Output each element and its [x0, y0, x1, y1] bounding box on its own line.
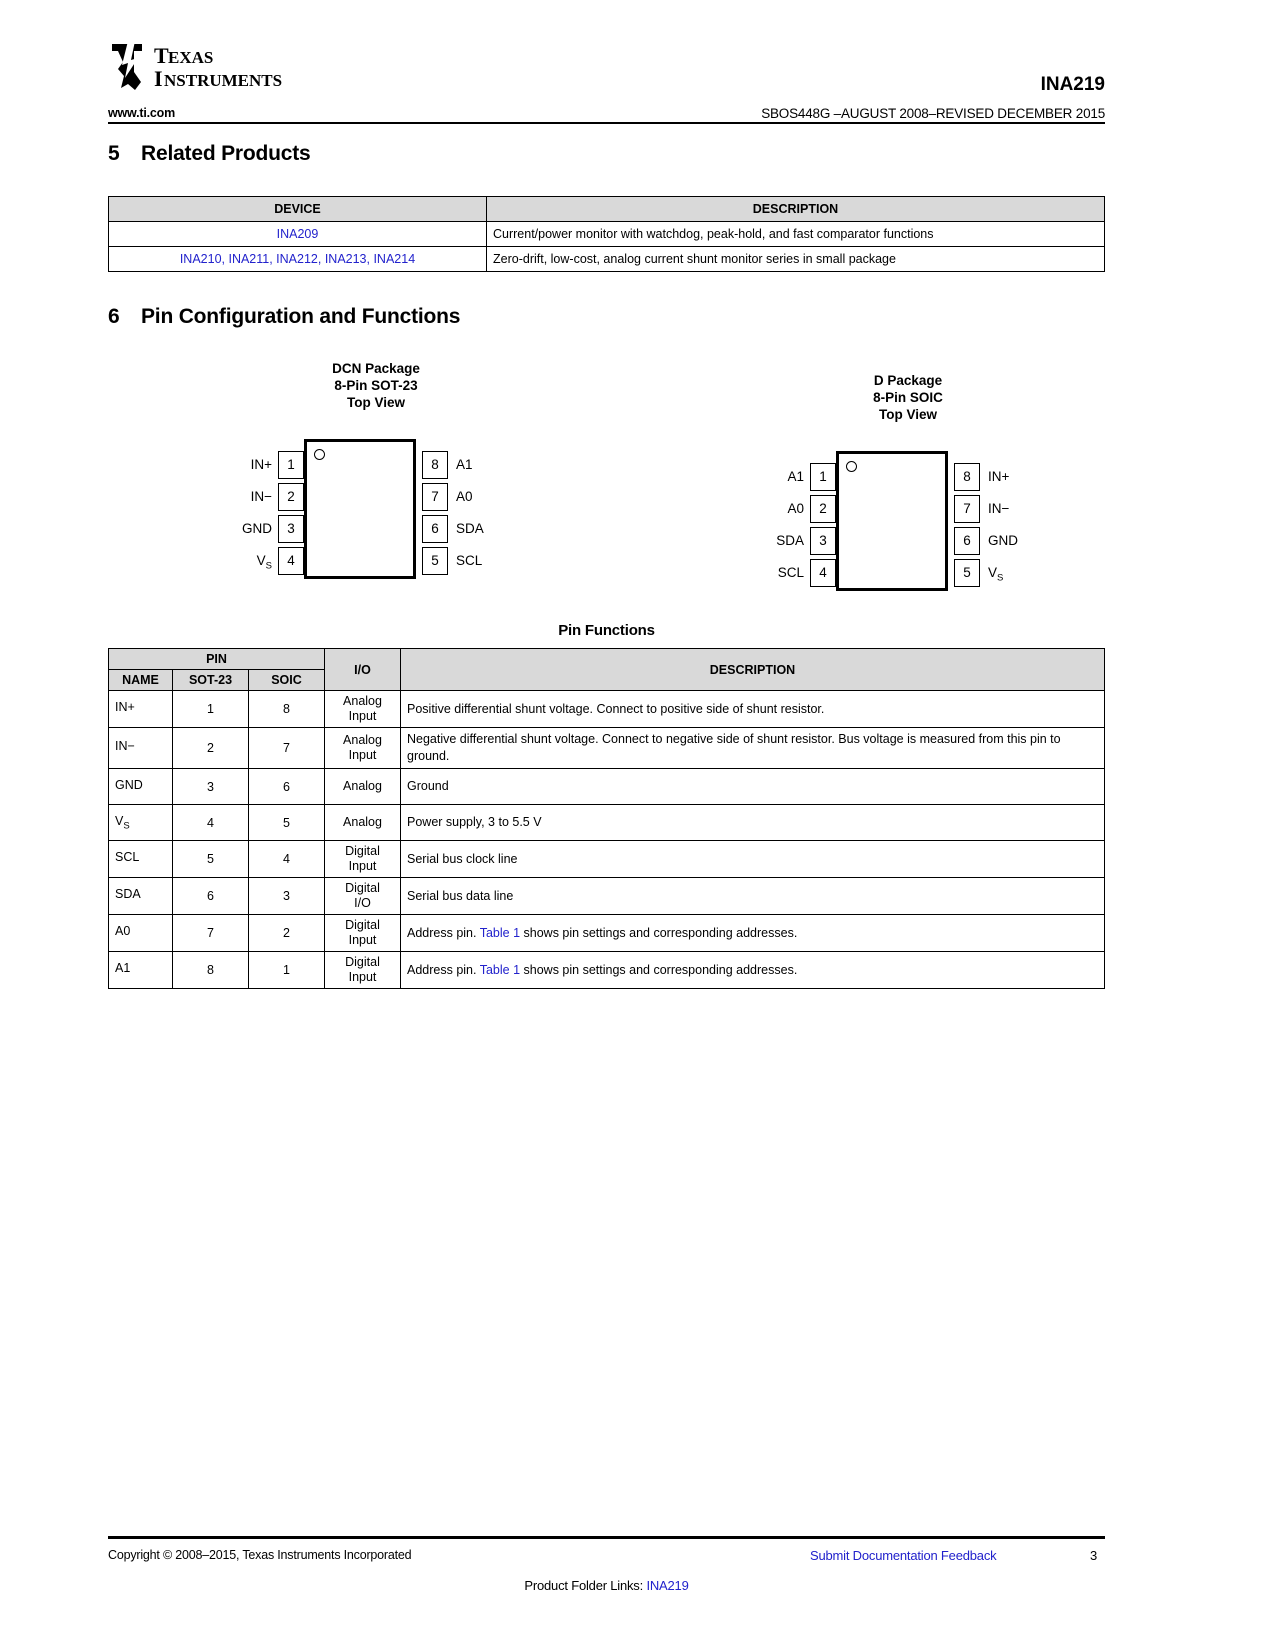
pin-io-line-2: Input	[348, 748, 377, 762]
pin-io-line-1: Digital	[345, 844, 380, 858]
section-6-number: 6	[108, 305, 120, 328]
pin-functions-table	[108, 648, 1105, 989]
package-diagram-dcn-sot23	[226, 360, 526, 589]
table-row	[109, 878, 1105, 915]
pin-box-d-8: 8	[954, 463, 980, 491]
pin-box-dcn-6: 6	[422, 515, 448, 543]
table-row	[109, 841, 1105, 878]
submit-documentation-feedback-link[interactable]: Submit Documentation Feedback	[810, 1548, 997, 1563]
pin-name-text: A1	[115, 961, 131, 976]
pin-soic-number: 1	[249, 952, 325, 989]
pin-box-d-4: 4	[810, 559, 836, 587]
package-title-line-2: 8-Pin SOIC	[873, 390, 943, 405]
chip-body-dcn	[304, 439, 416, 579]
section-6-heading	[108, 305, 460, 329]
pin-label-dcn-gnd: GND	[242, 521, 272, 536]
table-row	[109, 769, 1105, 805]
pin-box-dcn-5: 5	[422, 547, 448, 575]
pin-functions-caption: Pin Functions	[558, 622, 655, 639]
pin-sot23-number: 7	[173, 915, 249, 952]
pin-label-dcn-vs-text: V	[256, 553, 266, 568]
pin-functions-body	[109, 691, 1105, 989]
pin-name	[109, 769, 173, 805]
pin-io-line-1: Digital	[345, 918, 380, 932]
table-row	[109, 247, 1105, 272]
pin-description-text-post: shows pin settings and corresponding addresses.	[520, 925, 798, 940]
pin-description	[401, 769, 1105, 805]
package-title-line-2: 8-Pin SOT-23	[334, 378, 418, 393]
pin-sot23-number: 8	[173, 952, 249, 989]
pin-label-d-a0: A0	[787, 501, 804, 516]
pin-box-dcn-2: 2	[278, 483, 304, 511]
pin-io-type	[325, 805, 401, 841]
pin-label-d-gnd: GND	[988, 533, 1018, 548]
pin-description-text: Negative differential shunt voltage. Connect to negative side of shunt resistor. Bus voltage is measured from this pin to ground.	[407, 732, 1061, 763]
pin-label-d-a1: A1	[787, 469, 804, 484]
pin-io-type	[325, 915, 401, 952]
pin-description	[401, 841, 1105, 878]
pin-io-line-1: Digital	[345, 955, 380, 969]
related-products-table	[108, 196, 1105, 272]
pin-configuration-diagrams	[108, 360, 1105, 610]
pin-soic-number: 2	[249, 915, 325, 952]
pin-label-d-scl: SCL	[777, 565, 804, 580]
pin-io-type	[325, 691, 401, 728]
table-row	[109, 952, 1105, 989]
pin-sot23-number: 3	[173, 769, 249, 805]
pin-box-dcn-8: 8	[422, 451, 448, 479]
pin-description-text: Power supply, 3 to 5.5 V	[407, 815, 542, 829]
pin-sot23-number: 5	[173, 841, 249, 878]
pin-label-d-in-plus: IN+	[988, 469, 1010, 484]
pin-name	[109, 952, 173, 989]
pin-soic-number: 8	[249, 691, 325, 728]
pin-label-dcn-a0: A0	[456, 489, 473, 504]
pin-description	[401, 952, 1105, 989]
section-5-heading	[108, 142, 311, 166]
table-header-row	[109, 197, 1105, 222]
pin-description-text: Address pin.	[407, 962, 480, 977]
document-id-revision: SBOS448G –AUGUST 2008–REVISED DECEMBER 2015	[761, 106, 1105, 121]
pin-io-type	[325, 878, 401, 915]
pin-name-text: IN−	[115, 739, 135, 754]
package-diagram-d-soic	[758, 372, 1058, 601]
device-link-label: INA210, INA211, INA212, INA213, INA214	[179, 252, 416, 266]
svg-text:T: T	[154, 43, 169, 68]
pin-name-text: V	[115, 813, 124, 828]
pin-io-line-1: Analog	[343, 733, 382, 747]
package-title-line-1: DCN Package	[332, 361, 420, 376]
ti-website-url[interactable]: www.ti.com	[108, 106, 175, 120]
pin-name	[109, 691, 173, 728]
section-6-title: Pin Configuration and Functions	[141, 305, 461, 328]
pin-soic-number: 3	[249, 878, 325, 915]
pin-description-text: Ground	[407, 779, 449, 793]
pin-name-text: SDA	[115, 887, 141, 902]
pin-soic-number: 7	[249, 728, 325, 769]
pin-box-d-3: 3	[810, 527, 836, 555]
section-5-title: Related Products	[141, 142, 311, 165]
product-folder-links	[108, 1578, 1105, 1593]
related-product-device-link[interactable]	[109, 222, 487, 247]
table-header-row-group	[109, 649, 1105, 670]
table-row	[109, 805, 1105, 841]
pin-name-text: SCL	[115, 850, 140, 865]
pin-io-line-1: Digital	[345, 881, 380, 895]
pin-io-type	[325, 728, 401, 769]
column-header-io: I/O	[325, 649, 401, 691]
pin-description-link[interactable]: Table 1	[479, 962, 521, 977]
pin1-notch-icon-dcn	[314, 449, 325, 460]
pin-soic-number: 5	[249, 805, 325, 841]
pin-label-d-vs	[988, 559, 1003, 587]
column-header-description: DESCRIPTION	[401, 649, 1105, 691]
pin-description-text-post: shows pin settings and corresponding addresses.	[520, 962, 798, 977]
pin-io-type	[325, 841, 401, 878]
pin-name	[109, 878, 173, 915]
pin-sot23-number: 6	[173, 878, 249, 915]
pin-description-text: Serial bus clock line	[407, 851, 518, 866]
section-5-number: 5	[108, 142, 120, 165]
pin-label-dcn-in-plus: IN+	[250, 457, 272, 472]
pin-io-line-2: Input	[348, 970, 377, 984]
column-header-name: NAME	[109, 670, 173, 691]
table-row	[109, 728, 1105, 769]
pin-label-dcn-scl: SCL	[456, 553, 483, 568]
pin-box-d-1: 1	[810, 463, 836, 491]
related-product-device-link[interactable]	[109, 247, 487, 272]
pin-box-d-5: 5	[954, 559, 980, 587]
package-title-dcn	[226, 360, 526, 411]
pin-description-text: Serial bus data line	[407, 888, 514, 903]
pin-box-d-2: 2	[810, 495, 836, 523]
column-header-soic: SOIC	[249, 670, 325, 691]
ti-logo	[108, 38, 308, 98]
chip-body-d	[836, 451, 948, 591]
page-number: 3	[1090, 1548, 1098, 1563]
package-title-line-1: D Package	[873, 373, 943, 388]
pin-io-type	[325, 769, 401, 805]
pin-name-subscript: S	[123, 820, 130, 832]
column-group-header-pin: PIN	[109, 649, 325, 670]
svg-text:EXAS: EXAS	[168, 48, 214, 67]
package-title-d	[758, 372, 1058, 423]
table-row	[109, 691, 1105, 728]
pin-label-d-in-minus: IN−	[988, 501, 1010, 516]
column-header-sot23: SOT-23	[173, 670, 249, 691]
pin-box-dcn-4: 4	[278, 547, 304, 575]
column-header-device: DEVICE	[109, 197, 487, 222]
pin-label-d-vs-subscript: S	[997, 572, 1004, 584]
header-divider	[108, 122, 1105, 124]
pin-io-line-2: Input	[348, 859, 377, 873]
svg-text:I: I	[154, 66, 163, 91]
pin-box-dcn-3: 3	[278, 515, 304, 543]
pin-label-dcn-in-minus: IN−	[250, 489, 272, 504]
pin-description	[401, 728, 1105, 769]
pin-description-text: Address pin.	[407, 925, 480, 940]
product-folder-prefix: Product Folder Links:	[524, 1578, 647, 1593]
pin-description	[401, 691, 1105, 728]
pin-sot23-number: 4	[173, 805, 249, 841]
pin-name	[109, 805, 173, 841]
page-header	[108, 30, 1105, 122]
pin-description	[401, 915, 1105, 952]
pin-soic-number: 4	[249, 841, 325, 878]
pin-box-d-6: 6	[954, 527, 980, 555]
pin-description	[401, 805, 1105, 841]
product-folder-link[interactable]: INA219	[646, 1578, 689, 1593]
pin-name	[109, 915, 173, 952]
table-row	[109, 915, 1105, 952]
pin-name-text: GND	[115, 777, 143, 792]
pin-sot23-number: 1	[173, 691, 249, 728]
package-title-line-3: Top View	[878, 407, 937, 422]
footer-divider	[108, 1536, 1105, 1539]
pin-io-line-1: Analog	[343, 815, 382, 829]
column-header-description: DESCRIPTION	[487, 197, 1105, 222]
pin-io-line-2: Input	[348, 933, 377, 947]
package-title-line-3: Top View	[346, 395, 405, 410]
table-row	[109, 222, 1105, 247]
pin-description	[401, 878, 1105, 915]
pin-label-dcn-a1: A1	[456, 457, 473, 472]
related-product-description: Zero-drift, low-cost, analog current shunt monitor series in small package	[487, 247, 1105, 272]
pin-label-dcn-vs-subscript: S	[265, 560, 272, 572]
pin-label-dcn-sda: SDA	[456, 521, 484, 536]
pin-label-d-vs-text: V	[988, 565, 998, 580]
pin-description-link[interactable]: Table 1	[479, 925, 521, 940]
pin-label-d-sda: SDA	[776, 533, 804, 548]
svg-text:NSTRUMENTS: NSTRUMENTS	[164, 71, 283, 90]
pin-io-line-1: Analog	[343, 694, 382, 708]
pin-io-line-2: I/O	[354, 896, 371, 910]
pin-io-line-2: Input	[348, 709, 377, 723]
pin-io-line-1: Analog	[343, 779, 382, 793]
pin-sot23-number: 2	[173, 728, 249, 769]
pin1-notch-icon-d	[846, 461, 857, 472]
device-link-label: INA209	[276, 227, 319, 241]
pin-box-dcn-1: 1	[278, 451, 304, 479]
document-device-title: INA219	[1040, 74, 1105, 95]
pin-name-text: IN+	[115, 700, 135, 715]
pin-name	[109, 728, 173, 769]
pin-soic-number: 6	[249, 769, 325, 805]
pin-name	[109, 841, 173, 878]
pin-description-text: Positive differential shunt voltage. Connect to positive side of shunt resistor.	[407, 701, 825, 716]
footer-copyright: Copyright © 2008–2015, Texas Instruments Incorporated	[108, 1548, 412, 1562]
related-product-description: Current/power monitor with watchdog, peak-hold, and fast comparator functions	[487, 222, 1105, 247]
pin-io-type	[325, 952, 401, 989]
pin-box-d-7: 7	[954, 495, 980, 523]
pin-box-dcn-7: 7	[422, 483, 448, 511]
pin-name-text: A0	[115, 924, 131, 939]
pin-label-dcn-vs	[186, 547, 272, 575]
